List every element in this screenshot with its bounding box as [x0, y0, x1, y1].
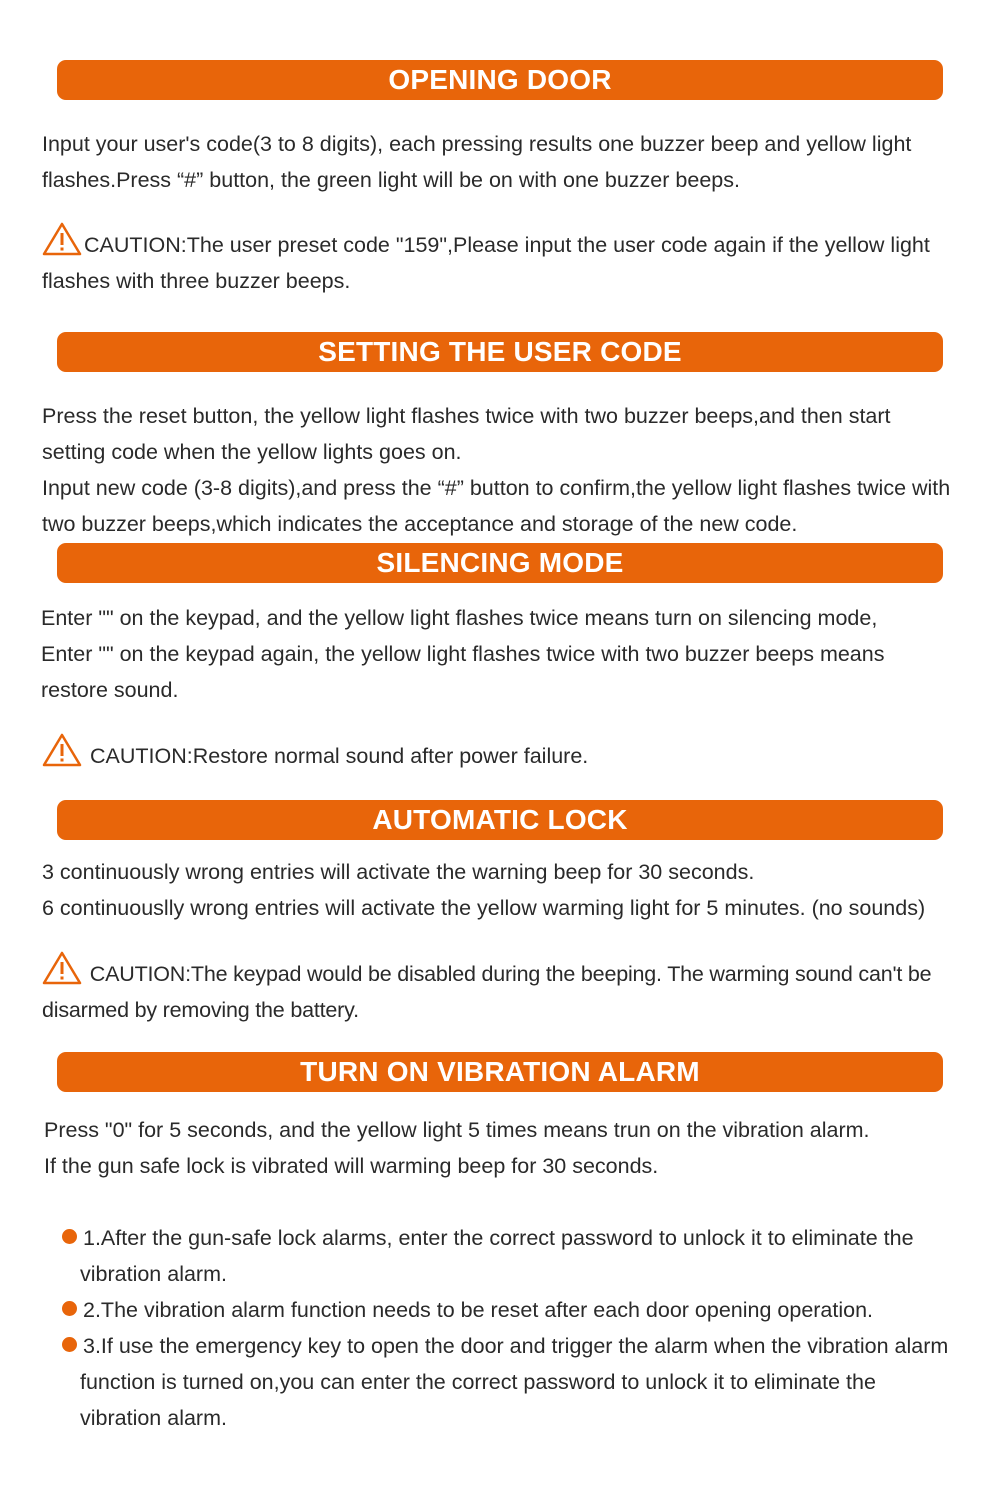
warning-icon: [42, 951, 82, 985]
list-item-text: 3.If use the emergency key to open the door and trigger the alarm when the vibration alarm function is turned on,you can enter the correct password to unlock it to eliminate the vibration alarm.: [80, 1334, 949, 1430]
list-item: [40, 1328, 960, 1436]
silencing-text-2: Enter "" on the keypad again, the yellow light flashes twice with two buzzer beeps means restore sound.: [41, 642, 885, 702]
vibration-text-2: If the gun safe lock is vibrated will warming beep for 30 seconds.: [44, 1154, 659, 1178]
bullet-dot-icon: [62, 1337, 77, 1352]
bullet-dot-icon: [62, 1229, 77, 1244]
silencing-caution: [42, 733, 1000, 774]
section-header-opening-door: OPENING DOOR: [57, 60, 943, 100]
list-item-text: 1.After the gun-safe lock alarms, enter the correct password to unlock it to eliminate the vibration alarm.: [80, 1226, 914, 1286]
vibration-text-1: Press "0" for 5 seconds, and the yellow light 5 times means trun on the vibration alarm.: [44, 1118, 870, 1142]
setting-code-text-2: Input new code (3-8 digits),and press the “#” button to confirm,the yellow light flashes twice with two buzzer beeps,which indicates the acceptance and storage of the new code.: [42, 476, 951, 536]
section-header-vibration-alarm: TURN ON VIBRATION ALARM: [57, 1052, 943, 1092]
warning-icon: [42, 222, 82, 256]
section-header-automatic-lock: AUTOMATIC LOCK: [57, 800, 943, 840]
list-item: [40, 1292, 960, 1328]
opening-door-caution: [42, 222, 942, 299]
opening-door-text: Input your user's code(3 to 8 digits), each pressing results one buzzer beep and yellow light flashes.Press “#” button, the green light will be on with one buzzer beeps.: [42, 132, 912, 192]
auto-lock-text-1: 3 continuously wrong entries will activate the warning beep for 30 seconds.: [42, 860, 755, 884]
caution-text: CAUTION:The keypad would be disabled during the beeping. The warming sound can't be disarmed by removing the battery.: [42, 962, 932, 1022]
section-header-setting-user-code: SETTING THE USER CODE: [57, 332, 943, 372]
caution-text: CAUTION:Restore normal sound after power failure.: [89, 744, 589, 768]
list-item: [40, 1220, 960, 1292]
warning-icon: [42, 733, 82, 767]
setting-code-text-1: Press the reset button, the yellow light flashes twice with two buzzer beeps,and then start setting code when the yellow lights goes on.: [42, 404, 891, 464]
auto-lock-caution: [42, 951, 1000, 1028]
section-header-silencing-mode: SILENCING MODE: [57, 543, 943, 583]
silencing-text-1: Enter "" on the keypad, and the yellow light flashes twice means turn on silencing mode,: [41, 606, 878, 630]
caution-text: CAUTION:The user preset code "159",Please input the user code again if the yellow light flashes with three buzzer beeps.: [42, 233, 930, 293]
bullet-dot-icon: [62, 1301, 77, 1316]
list-item-text: 2.The vibration alarm function needs to be reset after each door opening operation.: [83, 1298, 874, 1322]
vibration-notes-list: [40, 1220, 960, 1436]
auto-lock-text-2: 6 continuouslly wrong entries will activate the yellow warming light for 5 minutes. (no sounds): [42, 896, 926, 920]
